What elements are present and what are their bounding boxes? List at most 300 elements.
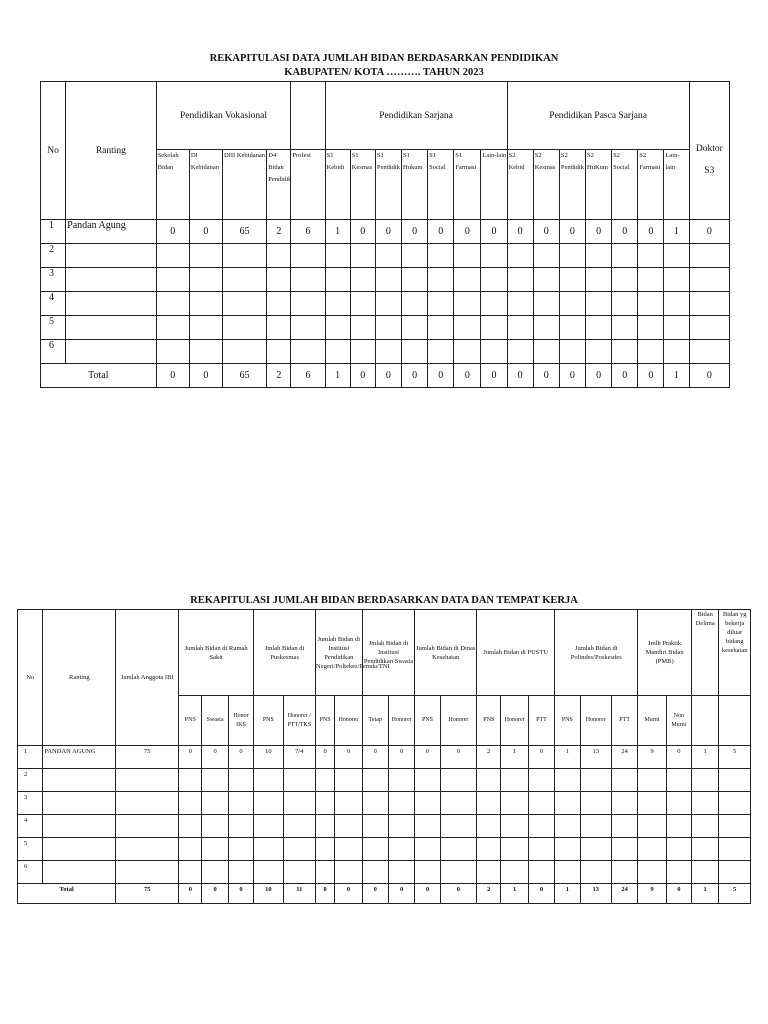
total-value-cell: 75 [116,884,179,904]
value-cell [533,316,559,340]
subheader-cell: Murni [638,696,666,746]
value-cell [283,792,315,815]
value-cell [362,861,388,884]
header-pmb: Jmlh Praktik Mandiri Bidan (PMB) [638,610,692,696]
value-cell [507,244,533,268]
subheader-cell: S2 Farmasi [638,150,664,220]
value-cell: 24 [611,746,637,769]
header-no: No [41,82,66,220]
value-cell [481,268,507,292]
value-cell [179,815,202,838]
value-cell: 1 [664,220,689,244]
value-cell [666,838,691,861]
total-value-cell: 0 [228,884,253,904]
total-value-cell: 0 [612,364,638,388]
value-cell [666,792,691,815]
value-cell [664,268,689,292]
education-recap-table [40,81,730,388]
value-cell [501,792,528,815]
ranting-name [43,861,116,884]
value-cell [179,769,202,792]
total-value-cell: 6 [291,364,325,388]
value-cell [189,292,222,316]
value-cell [501,815,528,838]
subheader-cell: PNS [254,696,283,746]
value-cell [580,815,611,838]
value-cell: 0 [189,220,222,244]
value-cell: 0 [228,746,253,769]
subheader-cell: DI Kebidanan [189,150,222,220]
value-cell: 13 [580,746,611,769]
value-cell [638,292,664,316]
value-cell [428,244,454,268]
ranting-name [66,340,157,364]
total-value-cell: 0 [689,364,729,388]
value-cell [533,292,559,316]
header-puskesmas: Jmlah Bidan di Puskesmas [254,610,316,696]
value-cell [689,268,729,292]
total-value-cell: 0 [638,364,664,388]
value-cell [116,815,179,838]
value-cell: 0 [440,746,476,769]
value-cell: 0 [388,746,414,769]
value-cell: 10 [254,746,283,769]
value-cell: 0 [415,746,440,769]
value-cell [638,340,664,364]
value-cell [388,838,414,861]
subheader-cell: S1 Kesmas [350,150,375,220]
value-cell: 0 [533,220,559,244]
value-cell [283,838,315,861]
table-row [18,769,751,792]
subheader-cell: Lain-lain [664,150,689,220]
value-cell [440,838,476,861]
ranting-name [43,769,116,792]
header-vokasional: Pendidikan Vokasional [156,82,291,150]
value-cell [267,244,291,268]
value-cell: 0 [350,220,375,244]
value-cell [507,316,533,340]
row-number: 2 [41,244,66,268]
value-cell [291,340,325,364]
total-value-cell: 0 [388,884,414,904]
value-cell [612,292,638,316]
value-cell [189,268,222,292]
value-cell: 2 [477,746,501,769]
value-cell [267,292,291,316]
value-cell [362,838,388,861]
total-value-cell: 0 [586,364,612,388]
value-cell [350,268,375,292]
value-cell [638,815,666,838]
subheader-cell: Honorer [501,696,528,746]
value-cell [402,244,428,268]
value-cell [335,769,362,792]
total-value-cell: 1 [325,364,350,388]
value-cell [559,244,585,268]
value-cell [316,838,335,861]
value-cell [638,769,666,792]
value-cell [316,792,335,815]
value-cell [440,815,476,838]
total-row [41,364,730,388]
value-cell [689,316,729,340]
total-value-cell: 0 [189,364,222,388]
table2-header-row [18,610,751,696]
value-cell [335,815,362,838]
value-cell [586,316,612,340]
total-label: Total [41,364,157,388]
value-cell [116,792,179,815]
value-cell [156,268,189,292]
header-pasca-sarjana: Pendidikan Pasca Sarjana [507,82,689,150]
value-cell [402,316,428,340]
value-cell [533,244,559,268]
value-cell: 0 [481,220,507,244]
value-cell [481,316,507,340]
table-row [18,815,751,838]
ranting-name [43,815,116,838]
value-cell [692,769,719,792]
total-value-cell: 11 [283,884,315,904]
value-cell: 0 [402,220,428,244]
value-cell [254,838,283,861]
table2-title: REKAPITULASI JUMLAH BIDAN BERDASARKAN DATA DAN TEMPAT KERJA [190,595,578,606]
value-cell [481,292,507,316]
value-cell [223,292,267,316]
value-cell [559,316,585,340]
ranting-name: PANDAN AGUNG [43,746,116,769]
row-number: 3 [41,268,66,292]
value-cell [415,792,440,815]
value-cell [638,792,666,815]
value-cell [189,244,222,268]
subheader-cell: PNS [415,696,440,746]
subheader-cell: Tetap [362,696,388,746]
value-cell [692,792,719,815]
header-rumah-sakit: Jumlah Bidan di Rumah Sakit [179,610,254,696]
subheader-cell: Lain-lain [481,150,507,220]
value-cell [335,792,362,815]
value-cell [362,792,388,815]
value-cell [528,838,554,861]
value-cell [179,792,202,815]
table-row [18,792,751,815]
value-cell [586,268,612,292]
value-cell [528,792,554,815]
value-cell [228,815,253,838]
value-cell [638,268,664,292]
value-cell [586,244,612,268]
value-cell: 0 [528,746,554,769]
total-value-cell: 0 [362,884,388,904]
total-value-cell: 0 [415,884,440,904]
header-ranting: Ranting [43,610,116,746]
subheader-cell: DIII Kebidanan [223,150,267,220]
value-cell [666,769,691,792]
total-value-cell: 5 [719,884,751,904]
value-cell: 7/4 [283,746,315,769]
value-cell [325,244,350,268]
value-cell [501,769,528,792]
table-row [18,838,751,861]
total-value-cell: 0 [559,364,585,388]
subheader-cell: Non Murni [666,696,691,746]
value-cell [719,769,751,792]
table-row [41,268,730,292]
table-row [41,316,730,340]
value-cell [666,861,691,884]
ranting-name: Pandan Agung [66,220,157,244]
value-cell [586,292,612,316]
total-value-cell: 1 [501,884,528,904]
value-cell [454,340,481,364]
value-cell [501,838,528,861]
value-cell [375,316,401,340]
value-cell: 1 [692,746,719,769]
value-cell [612,316,638,340]
value-cell [440,861,476,884]
value-cell [325,316,350,340]
value-cell: 0 [316,746,335,769]
total-value-cell: 0 [202,884,228,904]
table-row [18,861,751,884]
value-cell [335,861,362,884]
value-cell [156,244,189,268]
subheader-cell: PNS [179,696,202,746]
value-cell: 9 [638,746,666,769]
value-cell [202,861,228,884]
value-cell [223,244,267,268]
subheader-cell: Swasta [202,696,228,746]
value-cell [580,838,611,861]
header-doktor [689,82,729,220]
header-polindes: Jumlah Bidan di Polindes/Poskesdes [555,610,638,696]
value-cell [528,861,554,884]
value-cell: 0 [362,746,388,769]
value-cell [477,838,501,861]
value-cell [189,340,222,364]
total-value-cell: 0 [454,364,481,388]
value-cell [316,815,335,838]
value-cell [316,769,335,792]
value-cell [664,292,689,316]
value-cell [692,815,719,838]
value-cell [555,861,580,884]
subheader-cell: D4 Bidan Pendidik [267,150,291,220]
value-cell [612,340,638,364]
value-cell [638,861,666,884]
subheader-cell: S1 Hukum [402,150,428,220]
total-value-cell: 0 [533,364,559,388]
ranting-name [66,316,157,340]
value-cell [719,792,751,815]
value-cell [612,268,638,292]
row-number: 5 [18,838,43,861]
total-value-cell: 0 [666,884,691,904]
subheader-cell: PNS [477,696,501,746]
header-doktor-label: Doktor [695,143,723,154]
header-blank [291,82,325,150]
value-cell [580,861,611,884]
value-cell [375,268,401,292]
table-row [41,292,730,316]
value-cell [402,268,428,292]
value-cell [415,769,440,792]
subheader-cell: PNS [316,696,335,746]
value-cell [116,769,179,792]
total-value-cell: 0 [350,364,375,388]
value-cell: 6 [291,220,325,244]
value-cell: 0 [689,220,729,244]
total-value-cell: 0 [428,364,454,388]
row-number: 6 [41,340,66,364]
value-cell: 1 [501,746,528,769]
header-sarjana: Pendidikan Sarjana [325,82,507,150]
ranting-name [43,792,116,815]
subheader-cell: S1 Kebidi [325,150,350,220]
subheader-cell: S2 Kebid [507,150,533,220]
value-cell [375,244,401,268]
value-cell [116,838,179,861]
ranting-name [66,292,157,316]
value-cell [254,792,283,815]
subheader-cell: Sekolah Bidan [156,150,189,220]
total-value-cell: 0 [375,364,401,388]
value-cell [477,792,501,815]
value-cell [664,340,689,364]
value-cell [638,838,666,861]
value-cell [228,792,253,815]
value-cell [689,244,729,268]
value-cell [454,244,481,268]
subheader-cell: S2 Social [612,150,638,220]
value-cell [580,792,611,815]
row-number: 6 [18,861,43,884]
total-value-cell: 0 [316,884,335,904]
subheader-cell: Honorer [388,696,414,746]
value-cell [638,316,664,340]
header-dinkes: Jumlah Bidan di Dinas Kesehatan [415,610,477,696]
ranting-name [66,244,157,268]
table-row [41,340,730,364]
total-value-cell: 0 [440,884,476,904]
value-cell [428,292,454,316]
value-cell [325,268,350,292]
row-number: 1 [41,220,66,244]
value-cell [440,792,476,815]
value-cell [283,815,315,838]
value-cell [477,861,501,884]
total-row [18,884,751,904]
value-cell [291,244,325,268]
value-cell [254,861,283,884]
value-cell: 2 [267,220,291,244]
value-cell [388,792,414,815]
value-cell [428,340,454,364]
value-cell [559,292,585,316]
subheader-cell: PTT [528,696,554,746]
value-cell [454,268,481,292]
header-s3-label: S3 [704,165,715,176]
subheader-cell: Honor IKS [228,696,253,746]
table-row [41,220,730,244]
value-cell [555,792,580,815]
value-cell [664,316,689,340]
value-cell: 0 [638,220,664,244]
subheader-cell: S2 Pendidik [559,150,585,220]
header-bidan-luar: Bidan yg bekerja diluar bidang kesehatan [719,610,751,696]
value-cell [291,316,325,340]
value-cell [415,815,440,838]
value-cell: 1 [325,220,350,244]
value-cell [267,268,291,292]
value-cell [507,340,533,364]
total-value-cell: 1 [555,884,580,904]
value-cell: 1 [555,746,580,769]
total-value-cell: 0 [507,364,533,388]
value-cell [267,340,291,364]
value-cell [481,340,507,364]
value-cell [692,861,719,884]
value-cell [559,340,585,364]
total-value-cell: 0 [528,884,554,904]
value-cell: 0 [156,220,189,244]
value-cell [325,292,350,316]
value-cell [689,292,729,316]
total-value-cell: 0 [481,364,507,388]
value-cell [580,769,611,792]
value-cell [316,861,335,884]
value-cell [719,838,751,861]
value-cell [267,316,291,340]
table1-title-line2: KABUPATEN/ KOTA ………. TAHUN 2023 [284,67,484,78]
value-cell [325,340,350,364]
value-cell [254,815,283,838]
value-cell [611,838,637,861]
value-cell [350,316,375,340]
value-cell: 0 [559,220,585,244]
value-cell: 0 [202,746,228,769]
row-number: 1 [18,746,43,769]
value-cell [362,815,388,838]
total-label: Total [18,884,116,904]
value-cell [223,340,267,364]
value-cell: 65 [223,220,267,244]
value-cell [402,340,428,364]
value-cell [402,292,428,316]
ranting-name [66,268,157,292]
total-value-cell: 13 [580,884,611,904]
table1-header-row [41,82,730,150]
value-cell [228,838,253,861]
ranting-name [43,838,116,861]
value-cell [415,861,440,884]
value-cell: 0 [375,220,401,244]
table1-title-line1: REKAPITULASI DATA JUMLAH BIDAN BERDASARKAN PENDIDIKAN [209,53,559,64]
value-cell [454,292,481,316]
subheader-cell: Honorer / PTT/TKS [283,696,315,746]
value-cell [611,792,637,815]
value-cell [156,340,189,364]
value-cell [223,268,267,292]
value-cell [350,244,375,268]
value-cell [283,861,315,884]
value-cell [428,268,454,292]
total-value-cell: 2 [477,884,501,904]
subheader-cell: Honorer [335,696,362,746]
value-cell: 0 [586,220,612,244]
